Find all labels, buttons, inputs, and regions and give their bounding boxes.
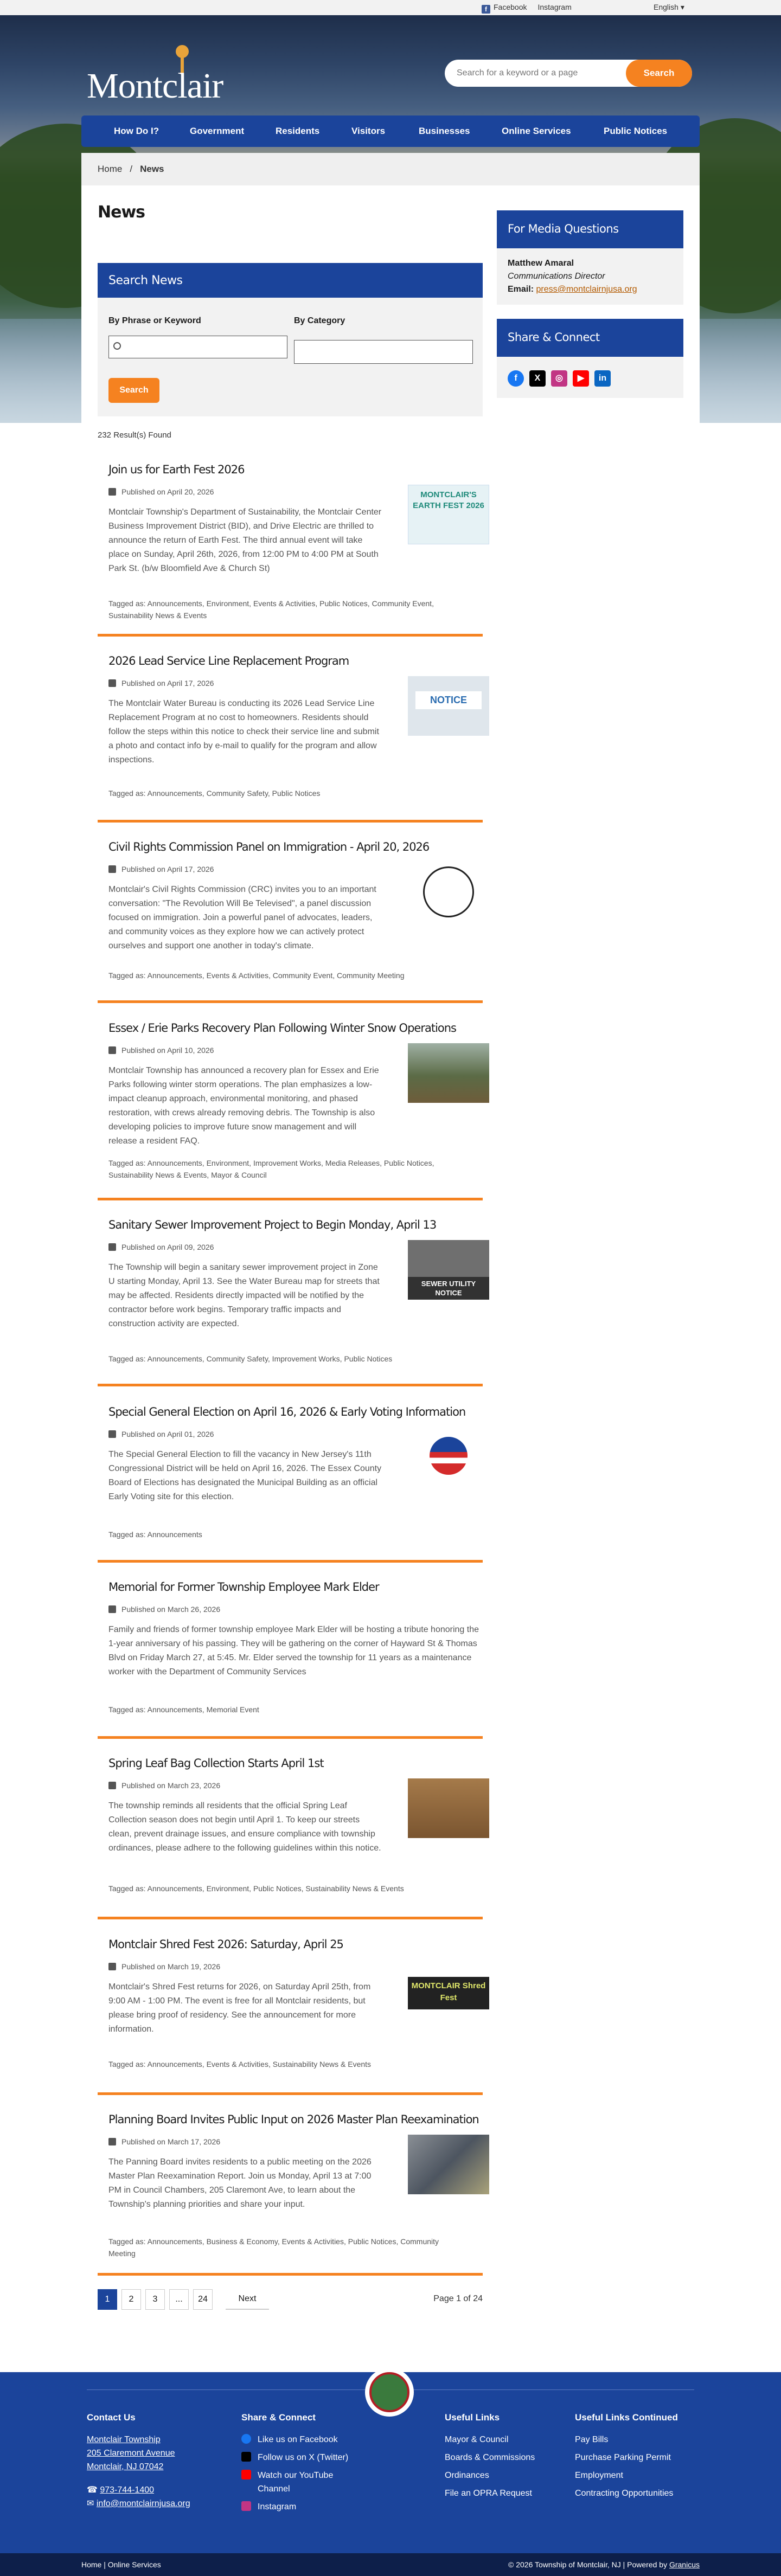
thumbnail-text: MONTCLAIR Shred Fest — [411, 1981, 486, 2002]
calendar-icon — [108, 865, 116, 873]
language-label: English — [654, 3, 678, 11]
news-item — [98, 1757, 483, 1919]
news-date-text: Published on April 20, 2026 — [121, 487, 214, 496]
bottom-bar — [0, 2553, 781, 2576]
news-title[interactable]: 2026 Lead Service Line Replacement Program — [108, 654, 349, 667]
news-title[interactable]: Civil Rights Commission Panel on Immigration - April 20, 2026 — [108, 840, 430, 853]
news-date — [108, 865, 214, 873]
news-tags: Tagged as: Announcements, Events & Activities, Community Event, Community Meeting — [108, 971, 405, 980]
calendar-icon — [108, 1046, 116, 1054]
footer-link-parking[interactable]: Purchase Parking Permit — [575, 2453, 671, 2462]
news-summary: Montclair's Civil Rights Commission (CRC) invites you to an important conversation: "The Revolution Will Be Televised", a panel discussion focused on immigration. Join a powerful panel of advocates, leaders, and community voices as they explore how we can actively protect ourselves and support one another in today's climate. — [108, 885, 376, 950]
thumbnail-text: NOTICE — [415, 691, 482, 709]
news-thumbnail[interactable] — [408, 862, 489, 922]
news-thumbnail[interactable] — [408, 1043, 489, 1103]
news-date-text: Published on March 19, 2026 — [121, 1962, 221, 1971]
utility-social — [482, 3, 572, 14]
footer-share — [241, 2412, 350, 2514]
phrase-input[interactable] — [108, 336, 287, 358]
footer-link-opra[interactable]: File an OPRA Request — [445, 2489, 532, 2498]
news-title[interactable]: Montclair Shred Fest 2026: Saturday, April 25 — [108, 1938, 343, 1951]
footer-link-employment[interactable]: Employment — [575, 2471, 623, 2480]
news-thumbnail[interactable] — [408, 676, 489, 736]
search-news-heading: Search News — [98, 263, 483, 298]
calendar-icon — [108, 679, 116, 687]
news-date-text: Published on March 17, 2026 — [121, 2137, 221, 2146]
news-date — [108, 1962, 220, 1971]
news-item — [98, 840, 483, 1003]
media-email-row — [508, 283, 673, 296]
calendar-icon — [108, 1605, 116, 1613]
news-thumbnail[interactable] — [408, 1427, 489, 1487]
news-tags: Tagged as: Announcements, Events & Activities, Sustainability News & Events — [108, 2060, 372, 2068]
category-label: By Category — [294, 316, 345, 325]
footer-x-link[interactable] — [241, 2451, 350, 2464]
category-select[interactable] — [294, 340, 473, 364]
instagram-link[interactable]: Instagram — [537, 3, 572, 11]
news-summary: The township reminds all residents that the official Spring Leaf Collection season does not begin until April 1. To keep our streets clean, prevent drainage issues, and ensure compliance with township ordinances, please adhere to the following guidelines within this notice. — [108, 1801, 381, 1853]
footer-link-ordinances[interactable]: Ordinances — [445, 2471, 489, 2480]
news-summary: The Township will begin a sanitary sewer improvement project in Zone U starting Monday, April 13. See the Water Bureau map for streets that may be affected. Residents directly impacted will be notified by the contractor before work begins. Temporary traffic impacts and construction activity are expected. — [108, 1263, 380, 1328]
news-title[interactable]: Planning Board Invites Public Input on 2026 Master Plan Reexamination — [108, 2113, 479, 2126]
news-title[interactable]: Essex / Erie Parks Recovery Plan Following Winter Snow Operations — [108, 1022, 457, 1035]
footer-spacer — [87, 2474, 190, 2483]
news-item — [98, 1022, 483, 1200]
news-thumbnail[interactable] — [408, 2135, 489, 2194]
nav-public-notices[interactable]: Public Notices — [604, 126, 668, 136]
page-title: News — [98, 203, 145, 222]
news-tags: Tagged as: Announcements, Environment, Improvement Works, Media Releases, Public Notices, Sustainability News & Events, Mayor & Council — [108, 1159, 434, 1179]
footer-x-label: Follow us on X (Twitter) — [258, 2453, 349, 2462]
facebook-icon: f — [482, 5, 490, 14]
footer-email-text: info@montclairnjusa.org — [96, 2499, 190, 2508]
nav-how-do-i[interactable]: How Do I? — [114, 126, 159, 136]
news-thumbnail[interactable] — [408, 485, 489, 544]
calendar-icon — [108, 1430, 116, 1438]
media-name: Matthew Amaral — [508, 259, 574, 268]
news-title[interactable]: Special General Election on April 16, 2026 & Early Voting Information — [108, 1405, 466, 1418]
news-summary: The Montclair Water Bureau is conducting its 2026 Lead Service Line Replacement Program at no cost to homeowners. Residents should follow the steps within this notice to check their service line and submit a photo and contact info by e-mail to qualify for the program and allow inspections. — [108, 699, 379, 765]
calendar-icon — [108, 2138, 116, 2145]
news-summary: Montclair's Shred Fest returns for 2026, on Saturday April 25th, from 9:00 AM - 1:00 PM. The event is free for all Montclair residents, but please bring proof of residency. See the announcement for more information. — [108, 1982, 371, 2034]
next-page-button[interactable]: Next — [226, 2289, 269, 2310]
news-item — [98, 463, 483, 637]
email-icon: ✉ — [87, 2499, 97, 2508]
news-tags: Tagged as: Announcements — [108, 1530, 202, 1539]
phone-icon: ☎ — [87, 2485, 100, 2495]
vote-flag-icon — [430, 1437, 468, 1475]
main-nav — [81, 115, 700, 147]
news-date — [108, 2137, 220, 2146]
page-ellipsis: ... — [169, 2289, 189, 2310]
footer-link-contracting[interactable]: Contracting Opportunities — [575, 2489, 674, 2498]
logo-text: Montclair — [87, 66, 223, 106]
news-summary: The Special General Election to fill the vacancy in New Jersey's 11th Congressional District will be held on April 16, 2026. The Essex County Board of Elections has designated the Municipal Building as an official Early Voting site for this election. — [108, 1450, 382, 1501]
nav-residents[interactable]: Residents — [276, 126, 320, 136]
nav-visitors[interactable]: Visitors — [351, 126, 386, 136]
breadcrumb-current: News — [140, 164, 164, 174]
footer-useful-heading: Useful Links — [445, 2412, 500, 2423]
site-search — [445, 60, 692, 87]
linkedin-icon[interactable]: in — [594, 370, 611, 387]
media-contact — [497, 248, 683, 305]
footer-youtube-link[interactable] — [241, 2469, 350, 2496]
news-item — [98, 1218, 483, 1386]
seal-inner — [369, 2372, 409, 2412]
footer-useful-continued — [575, 2412, 678, 2500]
copyright-text: © 2026 Township of Montclair, NJ | Powered by — [508, 2560, 669, 2569]
news-thumbnail[interactable] — [408, 1240, 489, 1300]
search-icon — [113, 342, 121, 350]
utility-bar — [0, 0, 781, 15]
instagram-icon — [241, 2501, 251, 2511]
footer-share-heading: Share & Connect — [241, 2412, 316, 2423]
search-news-button[interactable]: Search — [108, 378, 159, 403]
thumbnail-text: MONTCLAIR'S EARTH FEST 2026 — [413, 490, 484, 510]
news-date-text: Published on March 23, 2026 — [121, 1781, 221, 1790]
news-tags: Tagged as: Announcements, Memorial Event — [108, 1705, 259, 1714]
footer-org-link[interactable]: Montclair Township — [87, 2435, 161, 2444]
footer-instagram-label: Instagram — [258, 2502, 297, 2511]
footer-link-mayor[interactable]: Mayor & Council — [445, 2435, 509, 2444]
footer-link-boards[interactable]: Boards & Commissions — [445, 2453, 535, 2462]
facebook-label: Facebook — [494, 3, 527, 11]
bottom-links[interactable]: Home | Online Services — [81, 2560, 161, 2569]
x-twitter-icon — [241, 2452, 251, 2462]
news-summary: Montclair Township's Department of Sustainability, the Montclair Center Business Improvement District (BID), and Drive Electric are thrilled to announce the return of Earth Fest. The third annual event will take place on Sunday, April 26th, 2026, from 12:00 PM to 4:00 PM at South Park St. (b/w Bloomfield Ave & Church St) — [108, 508, 382, 573]
footer — [0, 2372, 781, 2553]
news-summary: The Panning Board invites residents to a public meeting on the 2026 Master Plan Reexamination Report. Join us Monday, April 13 at 7:00 PM in Council Chambers, 205 Claremont Ave, to learn about the Township's planning priorities and share your input. — [108, 2157, 372, 2209]
news-title[interactable]: Join us for Earth Fest 2026 — [108, 463, 245, 476]
news-date — [108, 1605, 220, 1614]
news-date — [108, 679, 214, 688]
news-date-text: Published on April 17, 2026 — [121, 679, 214, 688]
copyright — [508, 2560, 700, 2569]
news-thumbnail[interactable] — [408, 1778, 489, 1838]
page-3[interactable]: 3 — [145, 2289, 165, 2310]
footer-useful — [445, 2412, 535, 2500]
township-seal-icon — [365, 2368, 414, 2417]
site-search-input[interactable] — [445, 60, 624, 87]
chevron-down-icon: ▾ — [680, 3, 684, 11]
footer-facebook-link[interactable] — [241, 2433, 350, 2446]
media-role: Communications Director — [508, 272, 605, 281]
facebook-icon — [241, 2434, 251, 2444]
thumbnail-text: SEWER UTILITY NOTICE — [408, 1277, 489, 1300]
pagination — [98, 2289, 483, 2313]
nav-businesses[interactable]: Businesses — [419, 126, 470, 136]
footer-link-pay-bills[interactable]: Pay Bills — [575, 2435, 609, 2444]
nav-online-services[interactable]: Online Services — [502, 126, 571, 136]
news-tags: Tagged as: Announcements, Business & Economy, Events & Activities, Public Notices, Community Meeting — [108, 2237, 439, 2258]
news-title[interactable]: Spring Leaf Bag Collection Starts April 1st — [108, 1757, 324, 1770]
crc-seal-icon — [423, 866, 474, 917]
youtube-icon[interactable]: ▶ — [573, 370, 589, 387]
youtube-icon — [241, 2470, 251, 2479]
news-date-text: Published on March 26, 2026 — [121, 1605, 221, 1614]
news-thumbnail[interactable] — [408, 1977, 489, 2009]
news-date — [108, 1243, 214, 1251]
facebook-link[interactable] — [482, 3, 527, 14]
breadcrumb — [81, 153, 700, 185]
news-item — [98, 654, 483, 823]
media-heading: For Media Questions — [497, 210, 683, 248]
news-tags: Tagged as: Announcements, Community Safety, Public Notices — [108, 789, 321, 798]
footer-instagram-link[interactable] — [241, 2500, 350, 2514]
media-email-label: Email: — [508, 285, 534, 294]
footer-youtube-label: Watch our YouTube Channel — [258, 2471, 334, 2494]
footer-facebook-label: Like us on Facebook — [258, 2435, 338, 2444]
language-select[interactable] — [654, 3, 684, 12]
news-date-text: Published on April 17, 2026 — [121, 865, 214, 873]
page-24[interactable]: 24 — [193, 2289, 213, 2310]
footer-street[interactable]: 205 Claremont Avenue — [87, 2449, 175, 2458]
footer-email[interactable] — [87, 2497, 190, 2510]
breadcrumb-home[interactable]: Home — [98, 164, 123, 174]
news-item — [98, 2113, 483, 2276]
news-date — [108, 1781, 220, 1790]
phrase-label: By Phrase or Keyword — [108, 316, 201, 325]
search-news-panel — [98, 263, 483, 416]
page-2[interactable]: 2 — [121, 2289, 141, 2310]
news-tags: Tagged as: Announcements, Community Safety, Improvement Works, Public Notices — [108, 1354, 393, 1363]
news-date-text: Published on April 09, 2026 — [121, 1243, 214, 1251]
footer-contact-heading: Contact Us — [87, 2412, 136, 2423]
news-summary: Montclair Township has announced a recovery plan for Essex and Erie Parks following winter storm operations. The plan emphasizes a low-impact cleanup approach, environmental monitoring, and phased restoration, with crews already removing debris. The Township is also developing policies to improve future snow management and will release a resident FAQ. — [108, 1066, 379, 1146]
news-summary: Family and friends of former township employee Mark Elder will be hosting a tribute honoring the 1-year anniversary of his passing. They will be gathering on the corner of Hayward St & Thomas Blvd on Friday March 27, at 5:45. Mr. Elder served the township for 11 years as a maintenance worker with the Department of Community Services — [108, 1625, 479, 1676]
news-title[interactable]: Memorial for Former Township Employee Mark Elder — [108, 1581, 379, 1594]
news-date — [108, 1046, 214, 1055]
news-date — [108, 487, 214, 496]
share-icons — [497, 357, 683, 398]
news-item — [98, 1938, 486, 2095]
sidebar — [497, 210, 683, 398]
footer-useful2-heading: Useful Links Continued — [575, 2412, 678, 2423]
site-logo[interactable] — [87, 45, 228, 105]
footer-phone[interactable] — [87, 2483, 190, 2497]
calendar-icon — [108, 488, 116, 496]
granicus-link[interactable]: Granicus — [669, 2560, 700, 2569]
breadcrumb-separator: / — [130, 164, 133, 174]
page-info: Page 1 of 24 — [433, 2294, 483, 2303]
nav-government[interactable]: Government — [190, 126, 245, 136]
calendar-icon — [108, 1782, 116, 1789]
facebook-icon[interactable]: f — [508, 370, 524, 387]
media-email-link[interactable]: press@montclairnjusa.org — [536, 285, 637, 294]
footer-phone-text: 973-744-1400 — [100, 2485, 155, 2495]
footer-city[interactable]: Montclair, NJ 07042 — [87, 2462, 164, 2471]
news-item — [98, 1405, 483, 1563]
calendar-icon — [108, 1963, 116, 1970]
main-content — [81, 153, 700, 2343]
footer-contact — [87, 2412, 190, 2510]
news-tags: Tagged as: Announcements, Environment, Events & Activities, Public Notices, Community Event, Sustainability News & Events — [108, 599, 434, 620]
result-count: 232 Result(s) Found — [98, 431, 171, 440]
instagram-icon[interactable]: ◎ — [551, 370, 567, 387]
news-date — [108, 1430, 214, 1438]
news-tags: Tagged as: Announcements, Environment, Public Notices, Sustainability News & Events — [108, 1884, 404, 1893]
news-item — [98, 1581, 483, 1739]
news-date-text: Published on April 10, 2026 — [121, 1046, 214, 1055]
site-search-button[interactable]: Search — [626, 60, 692, 87]
page-1[interactable]: 1 — [98, 2289, 117, 2310]
calendar-icon — [108, 1243, 116, 1251]
share-heading: Share & Connect — [497, 319, 683, 357]
x-twitter-icon[interactable]: X — [529, 370, 546, 387]
news-title[interactable]: Sanitary Sewer Improvement Project to Begin Monday, April 13 — [108, 1218, 437, 1231]
news-date-text: Published on April 01, 2026 — [121, 1430, 214, 1438]
